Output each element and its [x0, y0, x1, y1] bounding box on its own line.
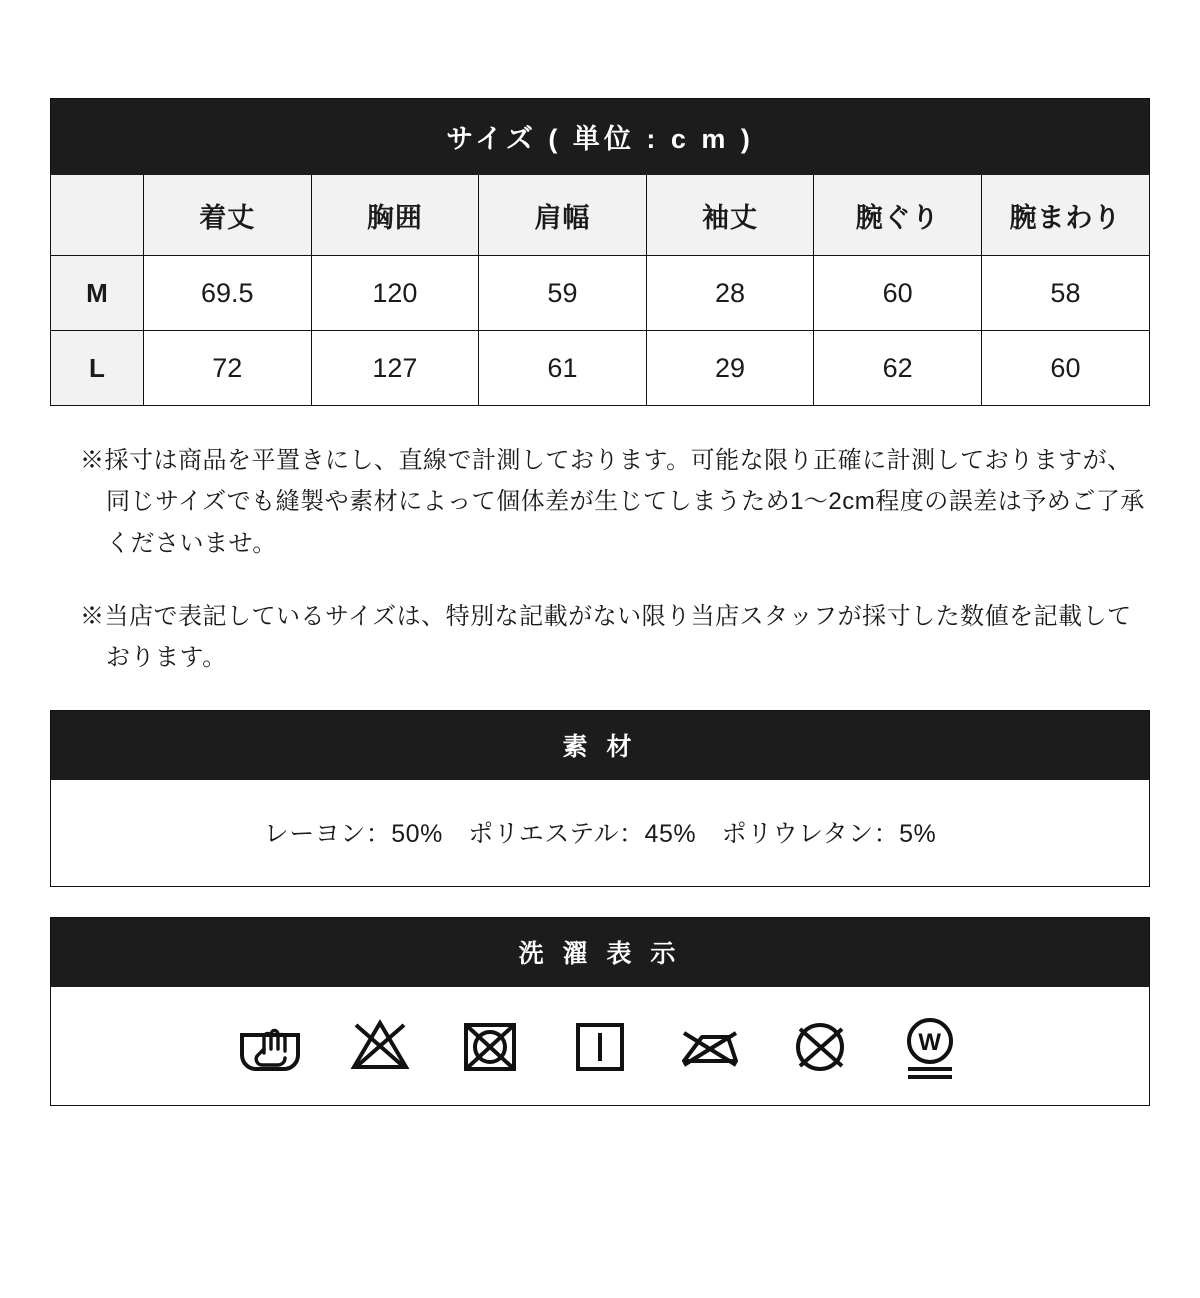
table-header-row — [51, 175, 1149, 256]
size-section-title: サイズ ( 単位 : c m ) — [51, 99, 1149, 175]
product-size-document — [0, 98, 1200, 1298]
line-dry-shade-icon — [564, 1009, 636, 1081]
no-iron-icon — [674, 1009, 746, 1081]
svg-text:W: W — [918, 1029, 942, 1057]
cell-l-4: 62 — [814, 331, 982, 406]
notes-section — [50, 440, 1150, 678]
cell-l-2: 61 — [479, 331, 647, 406]
wash-section — [50, 917, 1150, 1106]
note-staff-measured: ※当店で表記しているサイズは、特別な記載がない限り当店スタッフが採寸した数値を記載しております。 — [80, 602, 1132, 672]
wash-symbol-row — [51, 987, 1149, 1105]
hand-wash-icon — [234, 1009, 306, 1081]
cell-m-4: 60 — [814, 256, 982, 331]
column-header-3: 袖丈 — [646, 175, 814, 256]
material-composition-text: レーヨン：50% ポリエステル：45% ポリウレタン：5% — [263, 820, 937, 849]
no-bleach-icon — [344, 1009, 416, 1081]
material-section-title: 素 材 — [51, 711, 1149, 780]
column-header-2: 肩幅 — [479, 175, 647, 256]
column-header-4: 腕ぐり — [814, 175, 982, 256]
wet-clean-gentle-icon — [894, 1009, 966, 1081]
note-measurement: ※採寸は商品を平置きにし、直線で計測しております。可能な限り正確に計測しておりますが、同じサイズでも縫製や素材によって個体差が生じてしまうため1〜2cm程度の誤差は予めご了承くださいませ。 — [80, 447, 1145, 557]
cell-l-3: 29 — [646, 331, 814, 406]
cell-m-2: 59 — [479, 256, 647, 331]
table-row — [51, 331, 1149, 406]
no-tumble-dry-icon — [454, 1009, 526, 1081]
cell-l-0: 72 — [144, 331, 312, 406]
size-table — [51, 175, 1149, 406]
table-row — [51, 256, 1149, 331]
cell-l-1: 127 — [311, 331, 479, 406]
cell-m-1: 120 — [311, 256, 479, 331]
cell-m-3: 28 — [646, 256, 814, 331]
material-section — [50, 710, 1150, 887]
column-header-0: 着丈 — [144, 175, 312, 256]
row-label-l: L — [51, 331, 144, 406]
size-table-corner — [51, 175, 144, 256]
size-table-header — [51, 175, 1149, 256]
cell-l-5: 60 — [981, 331, 1149, 406]
size-section — [50, 98, 1150, 406]
wash-section-title: 洗 濯 表 示 — [51, 918, 1149, 987]
cell-m-5: 58 — [981, 256, 1149, 331]
cell-m-0: 69.5 — [144, 256, 312, 331]
column-header-1: 胸囲 — [311, 175, 479, 256]
row-label-m: M — [51, 256, 144, 331]
no-dry-clean-icon — [784, 1009, 856, 1081]
column-header-5: 腕まわり — [981, 175, 1149, 256]
size-table-body — [51, 256, 1149, 406]
